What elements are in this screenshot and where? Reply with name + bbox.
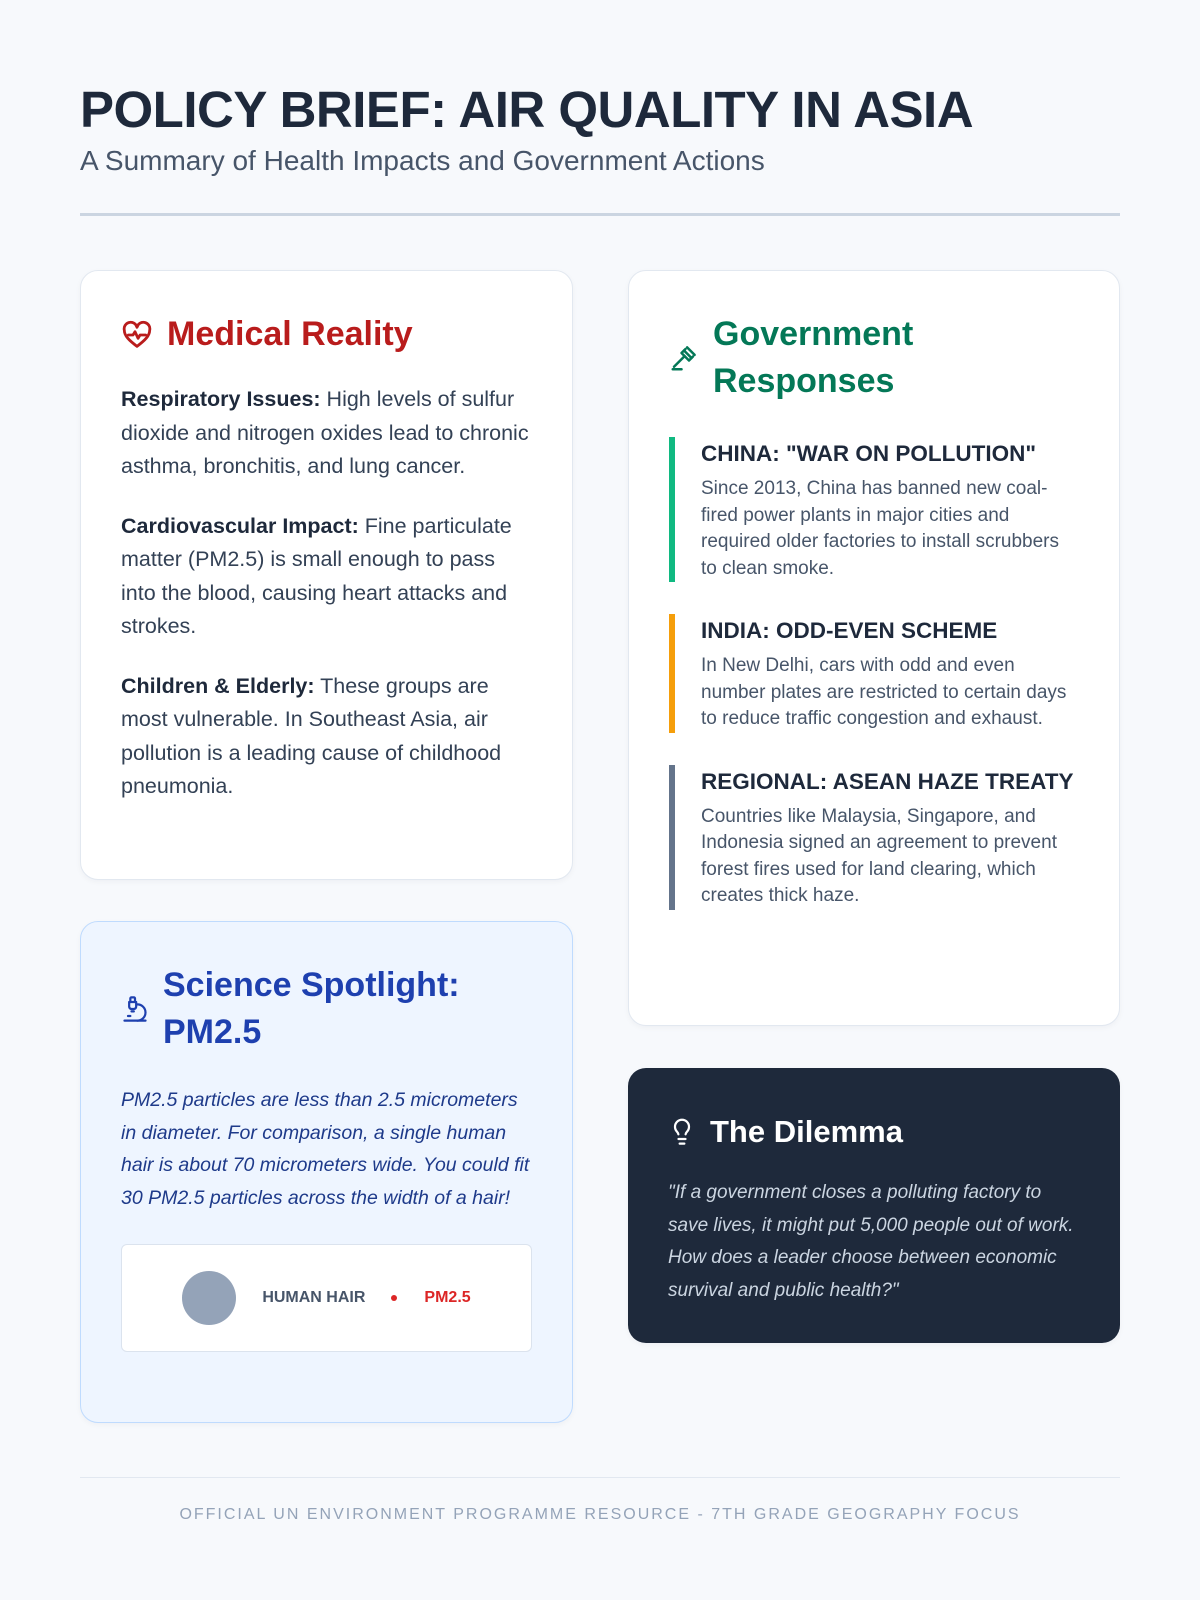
human-hair-label: HUMAN HAIR	[262, 1289, 366, 1306]
government-item-text: Countries like Malaysia, Singapore, and Indonesia signed an agreement to prevent forest fires used for land clearing, which creates thick haze.	[701, 805, 1057, 906]
page-subtitle: A Summary of Health Impacts and Government Actions	[80, 145, 765, 176]
gavel-icon	[669, 343, 699, 373]
medical-item-text: These groups are most vulnerable. In Southeast Asia, air pollution is a leading cause of childhood pneumonia.	[121, 673, 502, 798]
government-item-title: REGIONAL: ASEAN HAZE TREATY	[701, 768, 1074, 794]
accent-bar	[669, 765, 675, 910]
government-item-text: Since 2013, China has banned new coal-fired power plants in major cities and required older factories to install scrubbers to clean smoke.	[701, 478, 1060, 579]
medical-item-children-elderly	[121, 670, 532, 804]
dilemma-quote: "If a government closes a polluting factory to save lives, it might put 5,000 people out of work. How does a leader choose between economic survival and public health?"	[668, 1182, 1074, 1301]
medical-item-label: Cardiovascular Impact:	[121, 513, 359, 538]
medical-item-cardiovascular	[121, 510, 532, 644]
header-divider	[80, 213, 1120, 216]
footer-text: OFFICIAL UN ENVIRONMENT PROGRAMME RESOURCE - 7TH GRADE GEOGRAPHY FOCUS	[179, 1506, 1021, 1523]
government-item-title: CHINA: "WAR ON POLLUTION"	[701, 441, 1037, 466]
heart-pulse-icon	[121, 319, 153, 351]
medical-card-title: Medical Reality	[167, 315, 413, 353]
government-responses-card	[628, 270, 1120, 1026]
size-comparison-diagram	[121, 1244, 532, 1352]
footer-divider	[80, 1477, 1120, 1478]
science-description: PM2.5 particles are less than 2.5 micrometers in diameter. For comparison, a single human hair is about 70 micrometers wide. You could fit 30 PM2.5 particles across the width of a hair!	[121, 1089, 530, 1209]
science-card-header	[121, 962, 532, 1056]
government-item-title: INDIA: ODD-EVEN SCHEME	[701, 618, 998, 643]
medical-item-text: High levels of sulfur dioxide and nitrogen oxides lead to chronic asthma, bronchitis, and lung cancer.	[121, 387, 529, 478]
accent-bar	[669, 437, 675, 582]
government-item-asean	[669, 765, 1079, 910]
pm25-dot	[391, 1295, 397, 1301]
government-item-india	[669, 614, 1079, 733]
government-item-text: In New Delhi, cars with odd and even number plates are restricted to certain days to reduce traffic congestion and exhaust.	[701, 655, 1067, 729]
medical-card-header	[121, 311, 532, 358]
science-card-title: Science Spotlight: PM2.5	[163, 966, 460, 1051]
human-hair-circle	[182, 1271, 236, 1325]
medical-reality-card	[80, 270, 573, 880]
science-spotlight-card	[80, 921, 573, 1423]
government-item-china	[669, 437, 1079, 582]
medical-list	[121, 383, 532, 804]
medical-item-label: Children & Elderly:	[121, 673, 315, 698]
medical-item-label: Respiratory Issues:	[121, 387, 321, 411]
dilemma-card	[628, 1068, 1120, 1343]
government-card-title: Government Responses	[713, 315, 914, 400]
government-card-header	[669, 311, 1079, 405]
dilemma-card-title: The Dilemma	[710, 1114, 903, 1149]
dilemma-card-header	[668, 1108, 1080, 1155]
page-title: POLICY BRIEF: AIR QUALITY IN ASIA	[80, 81, 974, 138]
medical-item-respiratory	[121, 383, 532, 484]
lightbulb-icon	[668, 1117, 696, 1147]
accent-bar	[669, 614, 675, 733]
medical-item-text: Fine particulate matter (PM2.5) is small enough to pass into the blood, causing heart attacks and strokes.	[121, 513, 512, 638]
pm25-label: PM2.5	[424, 1289, 471, 1306]
microscope-icon	[121, 995, 149, 1023]
